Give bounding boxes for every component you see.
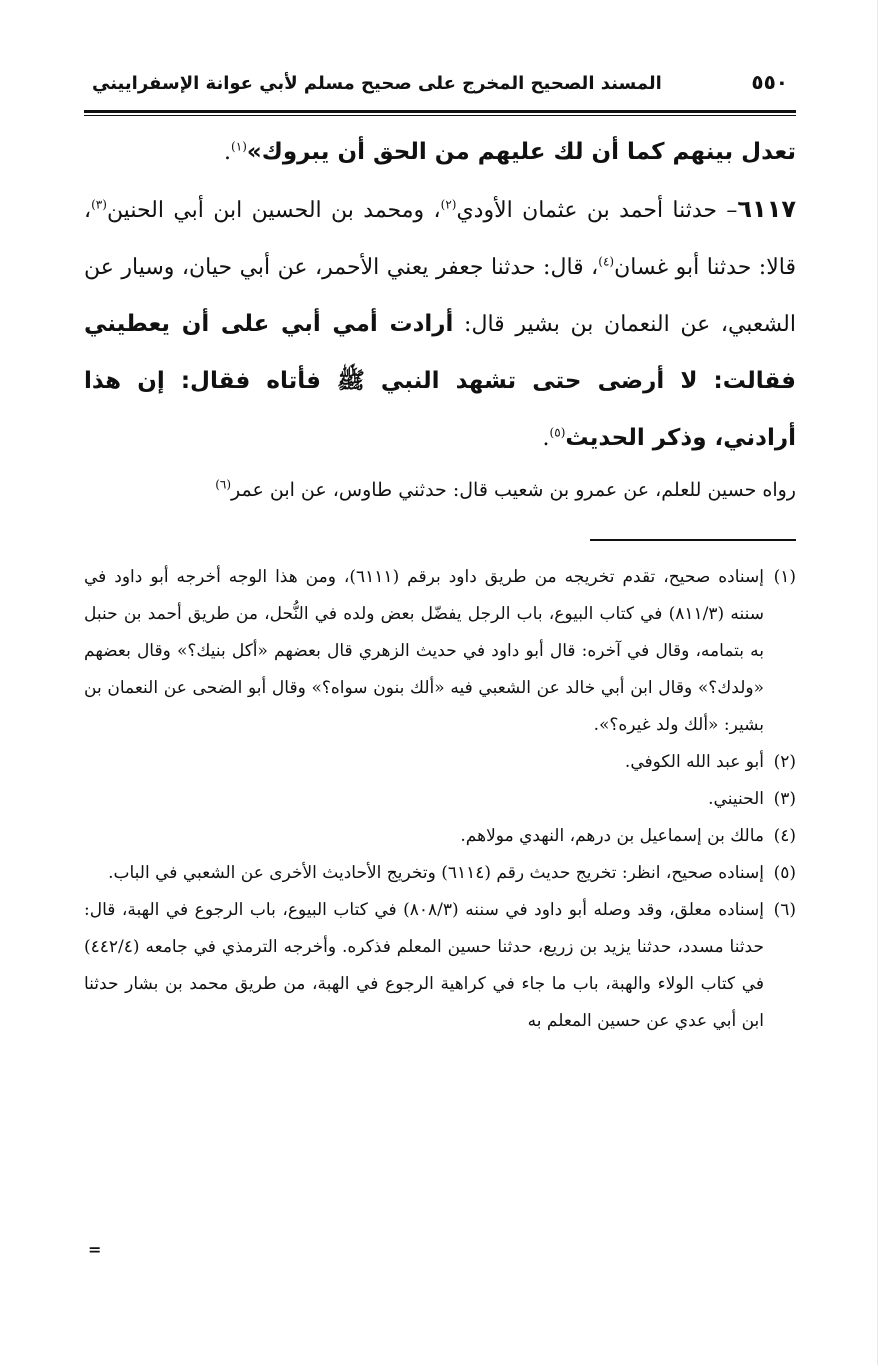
footnote-item: (٥) إسناده صحيح، انظر: تخريج حديث رقم (٦١١٤) وتخريج الأحاديث الأخرى عن الشعبي في الباب. <box>108 863 796 883</box>
hadith-matn: أرادت أمي أبي على أن يعطيني فقالت: لا أرضى حتى تشهد النبي ﷺ فأتاه فقال: إن هذا أرادني، وذكر الحديث <box>84 311 796 451</box>
footnote-ref: (٤) <box>598 254 615 269</box>
footnote-item: (٤) مالك بن إسماعيل بن درهم، النهدي مولاهم. <box>460 826 796 846</box>
footnote-item: (٣) الحنيني. <box>708 789 796 809</box>
footnote-separator <box>590 539 796 541</box>
footnote-item: (١) إسناده صحيح، تقدم تخريجه من طريق داود برقم (٦١١١)، ومن هذا الوجه أخرجه أبو داود في سننه (٨١١/٣) في كتاب البيوع، باب الرجل يفضّل بعض ولده في النُّحل، من طريق أحمد بن حنبل به بتمامه، وقال في آخره: قال أبو داود في حديث الزهري قال بعضهم «أكل بنيك؟» وقال بعضهم «ولدك؟» وقال ابن أبي خالد عن الشعبي فيه «ألك بنون سواه؟» وقال أبو الضحى عن النعمان بن بشير: «ألك ولد غيره؟». <box>84 567 796 735</box>
paragraph-tail: رواه حسين للعلم، عن عمرو بن شعيب قال: حدثني طاوس، عن ابن عمر$^{(٦)}$ <box>215 477 796 501</box>
footnote-item: (٦) إسناده معلق، وقد وصله أبو داود في سننه (٨٠٨/٣) في كتاب البيوع، باب الرجوع في الهبة، قال: حدثنا مسدد، حدثنا يزيد بن زريع، حدثنا حسين المعلم فذكره. وأخرجه الترمذي في جامعه (٤٤٢/٤) في كتاب الولاء والهبة، باب ما جاء في كراهية الرجوع في الهبة، من طريق محمد بن بشار حدثنا ابن أبي عدي عن حسين المعلم به <box>84 900 796 1031</box>
continuation-mark: = <box>88 1240 102 1259</box>
main-text <box>84 124 796 513</box>
running-header <box>84 70 796 110</box>
footnote-item: (٢) أبو عبد الله الكوفي. <box>624 752 796 772</box>
paragraph-1: تعدل بينهم كما أن لك عليهم من الحق أن يبروك»$^{(١)}$. <box>224 139 796 165</box>
footnote-ref: (٥) <box>549 425 566 440</box>
footnote-ref: (١) <box>231 139 247 154</box>
footnote-ref: (٣) <box>91 197 107 212</box>
page <box>84 70 796 1040</box>
book-title: المسند الصحيح المخرج على صحيح مسلم لأبي عوانة الإسفراييني <box>92 73 662 94</box>
footnotes <box>84 559 796 1040</box>
footnote-ref: (٢) <box>440 197 457 212</box>
header-rule <box>84 110 796 116</box>
quote-end: تعدل بينهم كما أن لك عليهم من الحق أن يبروك» <box>246 139 796 165</box>
paragraph-hadith: ٦١١٧– حدثنا أحمد بن عثمان الأودي$^{(٢)}$، ومحمد بن الحسين ابن أبي الحنين$^{(٣)}$، قالا: حدثنا أبو غسان$^{(٤)}$، قال: حدثنا جعفر يعني الأحمر، عن أبي حيان، وسيار عن الشعبي، عن النعمان بن بشير قال: أرادت أمي أبي على أن يعطيني فقالت: لا أرضى حتى تشهد النبي ﷺ فأتاه فقال: إن هذا أرادني، وذكر الحديث$^{(٥)}$. <box>84 195 796 451</box>
page-number: ٥٥٠ <box>751 70 788 94</box>
footnote-ref: (٦) <box>215 477 232 492</box>
hadith-number: ٦١١٧ <box>737 195 796 223</box>
page-margin-line <box>877 0 878 1365</box>
